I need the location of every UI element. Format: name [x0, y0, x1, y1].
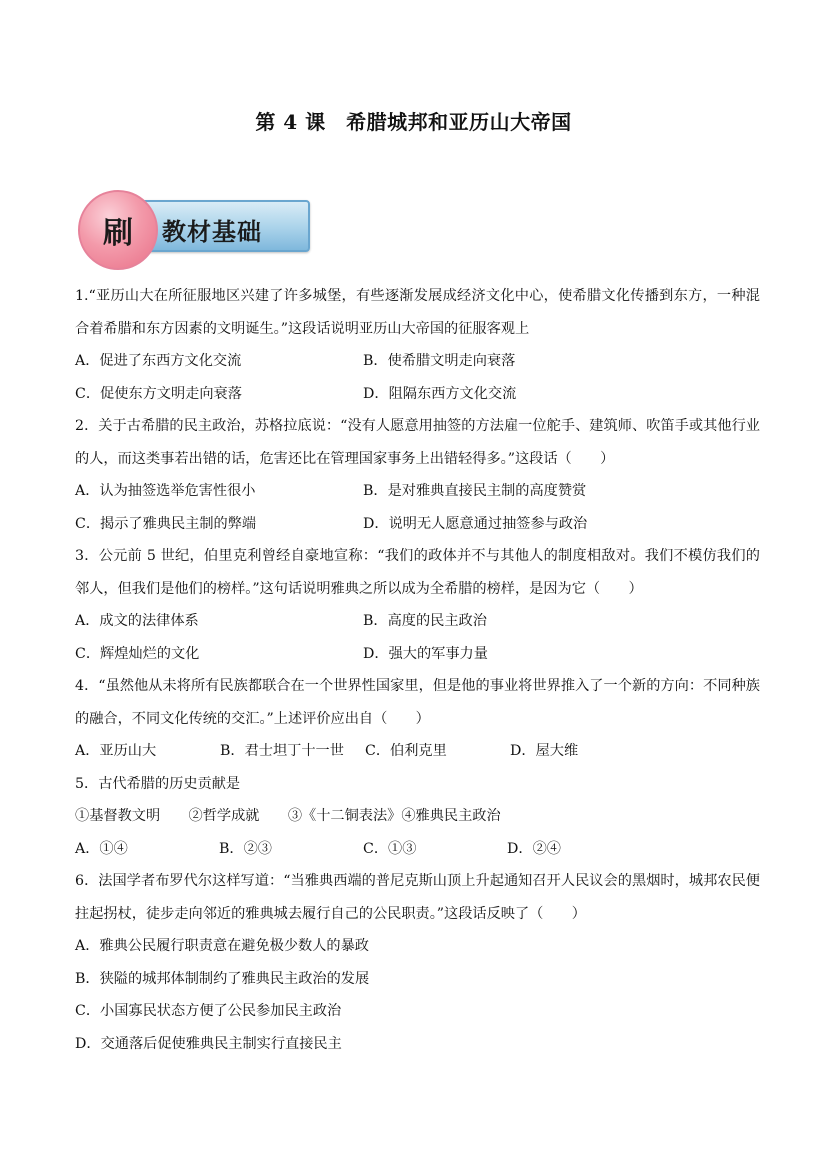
- option-row: [75, 508, 760, 541]
- option-a: A．认为抽签选举危害性很小: [75, 483, 256, 499]
- question-stem: 3．公元前 5 世纪，伯里克利曾经自豪地宣称：“我们的政体并不与其他人的制度相敌对。我们不模仿我们的邻人，但我们是他们的榜样。”这句话说明雅典之所以成为全希腊的榜样，是因为它（ ）: [75, 548, 760, 597]
- question-6: [75, 865, 760, 1060]
- page-title: 第 4 课 希腊城邦和亚历山大帝国: [255, 110, 572, 134]
- option-c: C．促使东方文明走向衰落: [75, 385, 242, 402]
- question-stem: 1.“亚历山大在所征服地区兴建了许多城堡，有些逐渐发展成经济文化中心，使希腊文化传播到东方，一种混合着希腊和东方因素的文明诞生。”这段话说明亚历山大帝国的征服客观上: [75, 288, 760, 337]
- section-badge: [78, 190, 308, 268]
- option-d: D．说明无人愿意通过抽签参与政治: [363, 515, 588, 532]
- option-row: [75, 638, 760, 671]
- option-d: D．交通落后促使雅典民主制实行直接民主: [75, 1035, 342, 1052]
- option-d: D．屋大维: [510, 743, 579, 759]
- question-stem: 5．古代希腊的历史贡献是: [75, 775, 241, 792]
- option-row: [75, 605, 760, 638]
- option-a: A．促进了东西方文化交流: [75, 353, 242, 369]
- option-c: C．辉煌灿烂的文化: [75, 645, 200, 662]
- question-stem: 2．关于古希腊的民主政治，苏格拉底说：“没有人愿意用抽签的方法雇一位舵手、建筑师、吹笛手或其他行业的人，而这类事若出错的话，危害还比在管理国家事务上出错轻得多。”这段话（ ）: [75, 418, 760, 467]
- option-row: [75, 345, 760, 378]
- option-row: [75, 735, 760, 768]
- question-5: [75, 768, 760, 866]
- question-3: [75, 540, 760, 670]
- option-b: B．君士坦丁十一世: [220, 743, 344, 759]
- option-b: B．使希腊文明走向衰落: [363, 353, 516, 369]
- option-b: B．②③: [219, 840, 272, 857]
- question-stem: 6．法国学者布罗代尔这样写道：“当雅典西端的普尼克斯山顶上升起通知召开人民议会的黑烟时，城邦农民便拄起拐杖，徒步走向邻近的雅典城去履行自己的公民职责。”这段话反映了（ ）: [75, 873, 760, 922]
- option-c: C．伯利克里: [365, 743, 447, 759]
- option-d: D．强大的军事力量: [363, 645, 488, 662]
- question-list: [75, 280, 760, 1060]
- question-1: [75, 280, 760, 410]
- option-a: A．亚历山大: [75, 743, 157, 759]
- option-a: A．雅典公民履行职责意在避免极少数人的暴政: [75, 938, 369, 954]
- option-d: D．阻隔东西方文化交流: [363, 385, 517, 402]
- option-c: C．揭示了雅典民主制的弊端: [75, 515, 257, 532]
- option-b: B．狭隘的城邦体制制约了雅典民主政治的发展: [75, 970, 370, 987]
- question-stem: 4．“虽然他从未将所有民族都联合在一个世界性国家里，但是他的事业将世界推入了一个新的方向：不同种族的融合，不同文化传统的交汇。”上述评价应出自（ ）: [75, 678, 760, 727]
- option-row: [75, 475, 760, 508]
- option-c: C．①③: [363, 840, 417, 857]
- question-4: [75, 670, 760, 768]
- option-a: A．成文的法律体系: [75, 613, 199, 629]
- question-items: ①基督教文明 ②哲学成就 ③《十二铜表法》④雅典民主政治: [75, 808, 501, 824]
- option-d: D．②④: [507, 840, 561, 857]
- question-2: [75, 410, 760, 540]
- option-row: [75, 378, 760, 411]
- option-c: C．小国寡民状态方便了公民参加民主政治: [75, 1003, 342, 1019]
- option-b: B．是对雅典直接民主制的高度赞赏: [363, 483, 587, 499]
- option-b: B．高度的民主政治: [363, 613, 487, 629]
- section-badge-circle: 刷: [78, 190, 158, 270]
- option-a: A．①④: [75, 840, 128, 857]
- section-badge-label: 教材基础: [162, 217, 262, 246]
- option-row: [75, 833, 760, 866]
